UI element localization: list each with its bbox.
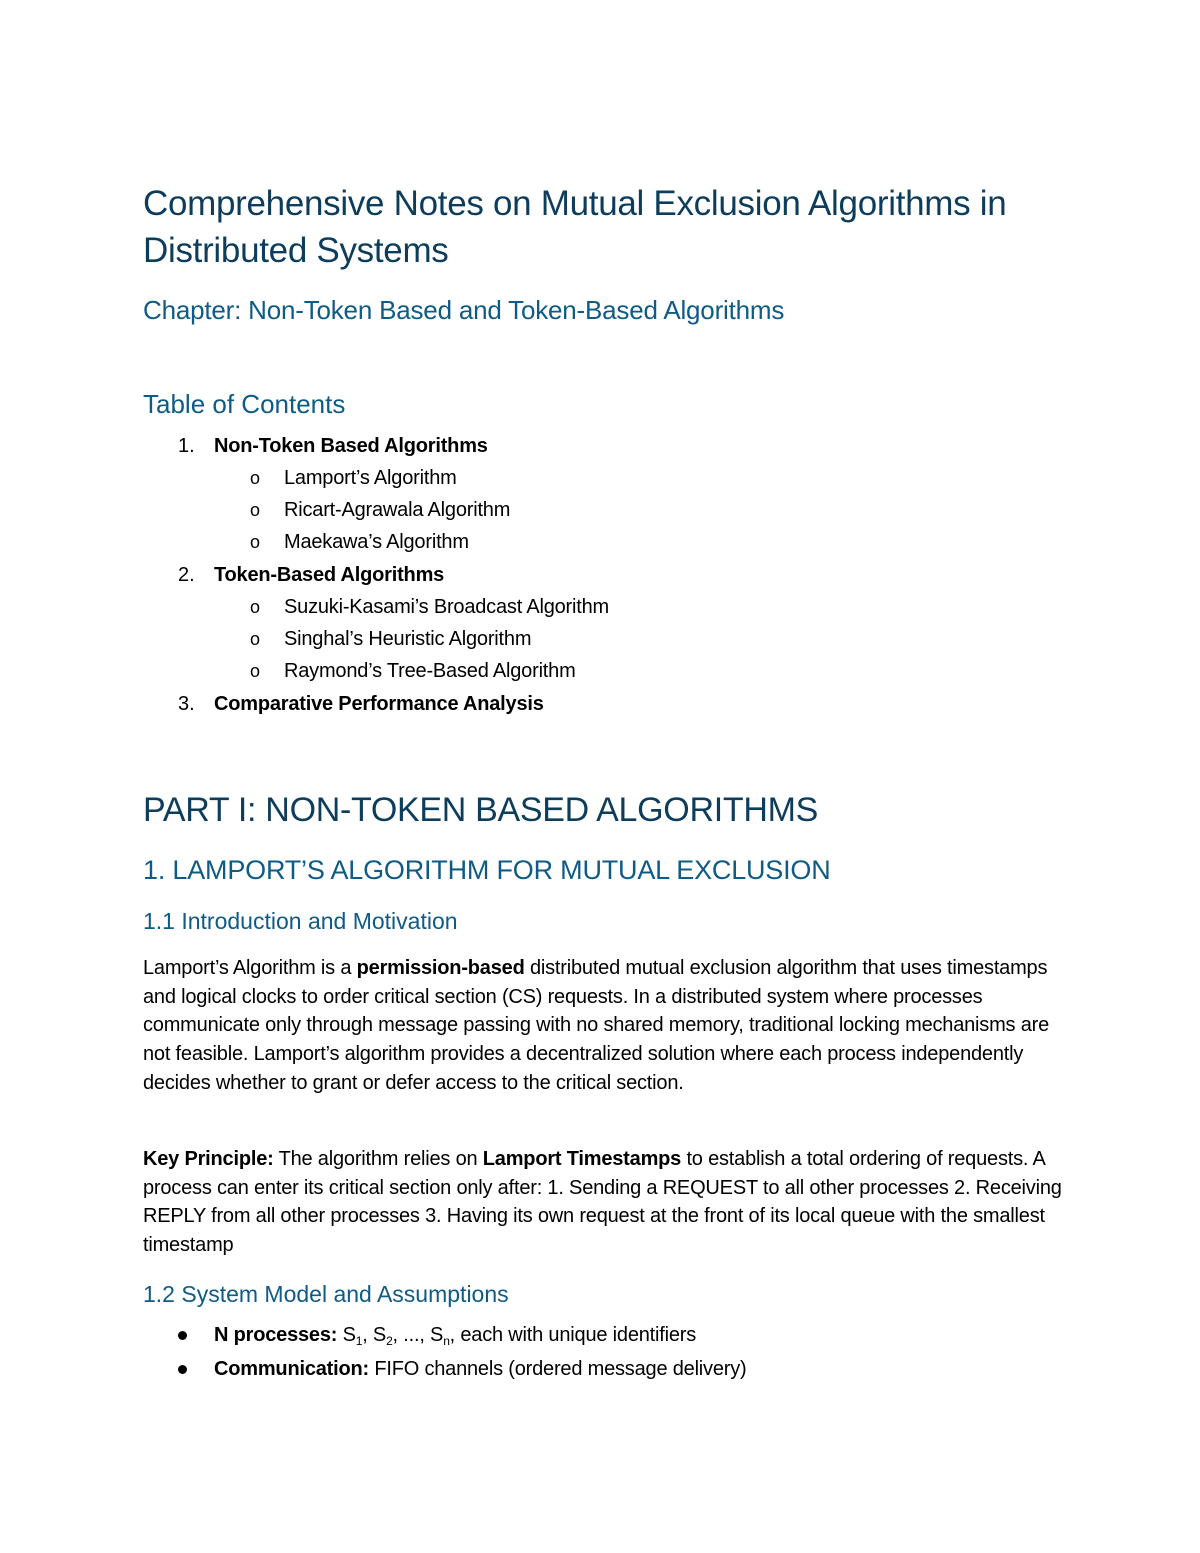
text-run: to establish a total ordering of requests. A process can enter its critical section only after: 1. Sending a REQUEST to all other processes 2. Receiving REPLY from all other processes 3. Having its own request at the front of its local queue with the smallest timestamp [143,1148,1062,1257]
bullet-dot-icon [178,1331,187,1340]
toc-number: 1. [178,435,195,457]
bold-label: Key Principle: [143,1148,274,1170]
toc-sublabel: Maekawa’s Algorithm [284,531,469,553]
toc-sublabel: Singhal’s Heuristic Algorithm [284,628,532,650]
toc-label: Comparative Performance Analysis [214,693,544,715]
hollow-bullet-icon: o [250,468,261,488]
hollow-bullet-icon: o [250,500,261,520]
toc-label: Token-Based Algorithms [214,564,445,586]
symbol: S [372,1324,387,1346]
list-item-text [214,1321,696,1349]
bold-label: N processes: [214,1324,338,1346]
subscript: n [443,1334,450,1348]
hollow-bullet-icon: o [250,661,261,681]
bold-label: Communication: [214,1358,369,1380]
subscript: 2 [386,1334,393,1348]
intro-paragraph [143,954,1063,1098]
symbol: S [430,1324,444,1346]
toc-label: Non-Token Based Algorithms [214,435,488,457]
subsection-heading: 1.2 System Model and Assumptions [143,1281,509,1307]
symbol: S [342,1324,356,1346]
text-run: distributed mutual exclusion algorithm that uses timestamps and logical clocks to order critical section (CS) requests. In a distributed system where processes communicate only through message passing with no shared memory, traditional locking mechanisms are not feasible. Lamport’s algorithm provides a decentralized solution where each process independently decides whether to grant or defer access to the critical section. [143,957,1050,1094]
toc-heading: Table of Contents [143,389,346,419]
part-heading: PART I: NON-TOKEN BASED ALGORITHMS [143,791,818,829]
toc-sublabel: Ricart-Agrawala Algorithm [284,499,511,521]
bullet-dot-icon [178,1365,187,1374]
text-run: The algorithm relies on [273,1148,483,1170]
text-run: , each with unique identifiers [449,1324,697,1346]
toc-sublabel: Raymond’s Tree-Based Algorithm [284,660,576,682]
toc-sublabel: Suzuki-Kasami’s Broadcast Algorithm [284,596,609,618]
subsection-heading: 1.1 Introduction and Motivation [143,908,458,934]
key-principle-paragraph [143,1145,1063,1260]
chapter-subtitle: Chapter: Non-Token Based and Token-Based Algorithms [143,295,785,325]
hollow-bullet-icon: o [250,629,261,649]
toc-number: 2. [178,564,195,586]
text-run: FIFO channels (ordered message delivery) [368,1358,747,1380]
document-title: Comprehensive Notes on Mutual Exclusion Algorithms in Distributed Systems [143,184,1007,270]
separator: , [362,1324,373,1346]
toc-number: 3. [178,693,195,715]
separator: , ..., [392,1324,431,1346]
bold-term: Lamport Timestamps [482,1148,682,1170]
text-run: Lamport’s Algorithm is a [143,957,357,979]
list-item-text [214,1355,747,1383]
hollow-bullet-icon: o [250,597,261,617]
section-heading: 1. LAMPORT’S ALGORITHM FOR MUTUAL EXCLUSION [143,855,831,885]
bold-term: permission-based [356,957,525,979]
hollow-bullet-icon: o [250,532,261,552]
subscript: 1 [355,1334,363,1348]
toc-sublabel: Lamport’s Algorithm [284,467,457,489]
